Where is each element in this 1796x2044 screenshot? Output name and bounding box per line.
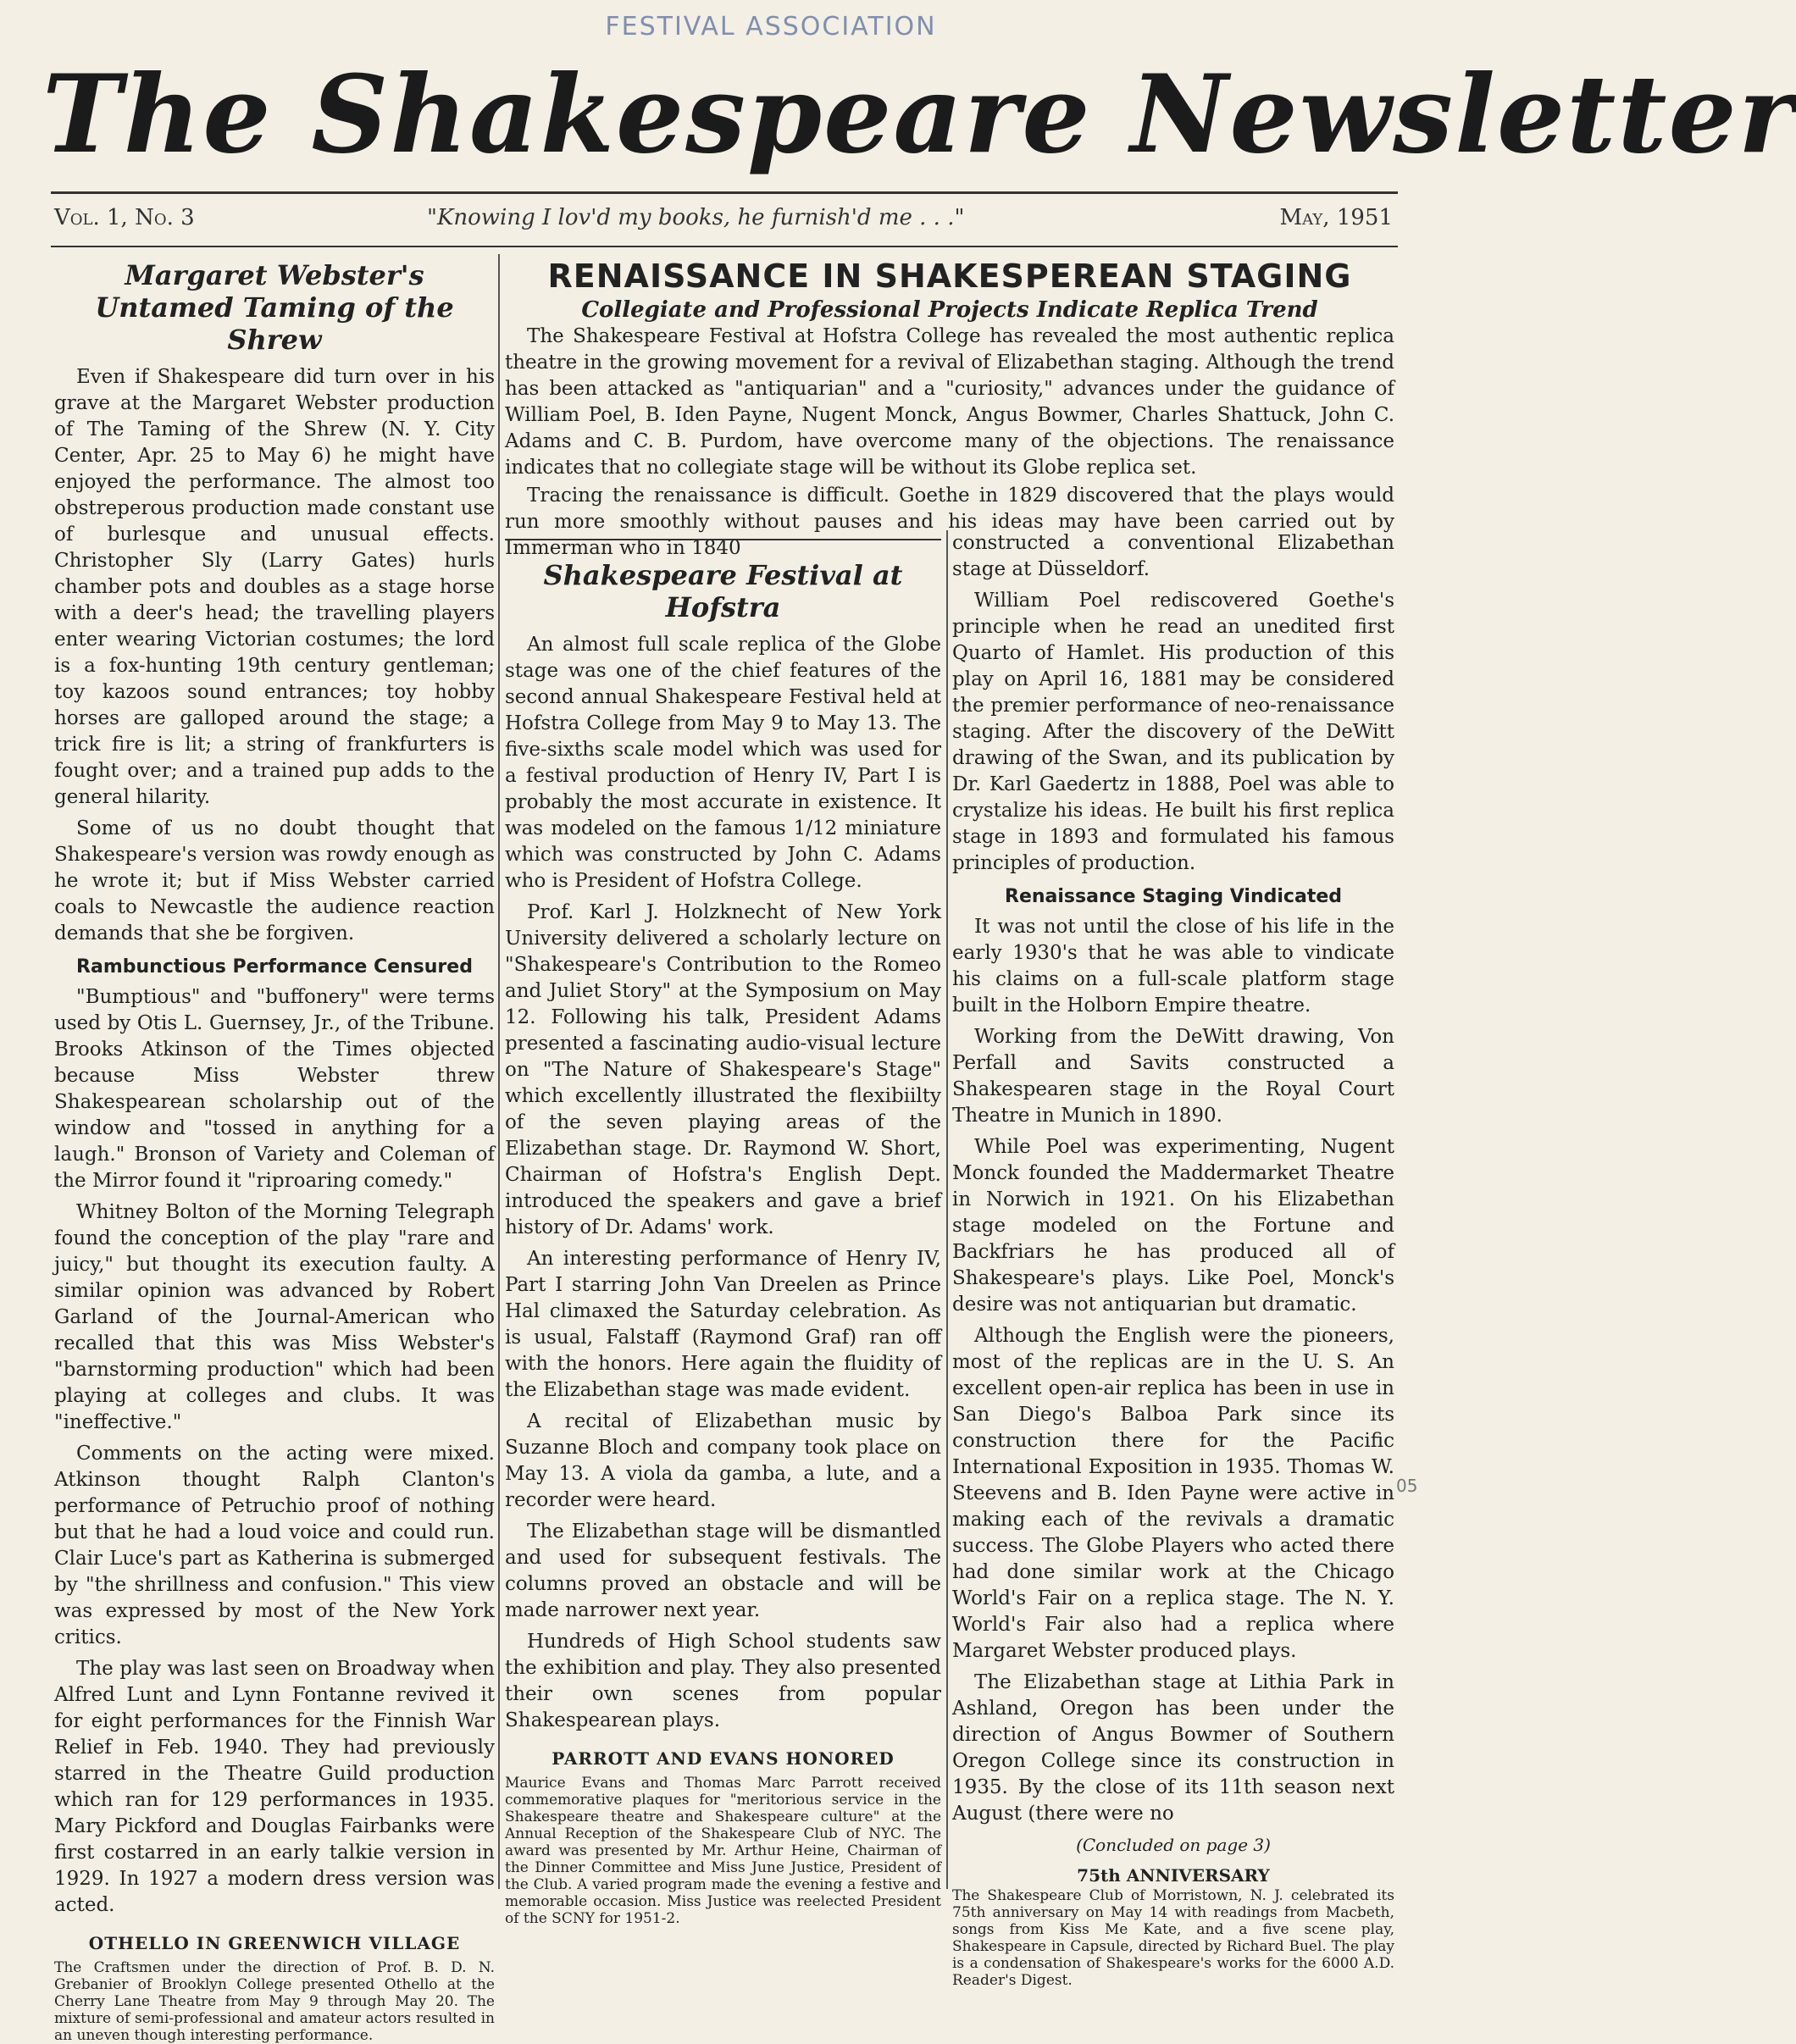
shrew-paragraph-1: Even if Shakespeare did turn over in his grave at the Margaret Webster production of The Taming of the Shrew (N. Y. City Center, Apr. 25 to May 6) he might have enjoyed the performance. The almost too obstreperous production made constant use of burlesque and unusual effects. Christopher Sly (Larry Gates) hurls chamber pots and doubles as a stage horse with a deer's head; the travelling players enter wearing Victorian costumes; the lord is a fox-hunting 19th century gentleman; toy kazoos sound entrances; toy hobby horses are galloped around the stage; a trick fire is lit; a string of frankfurters is fought over; and a trained pup adds to the general hilarity. bbox=[54, 366, 495, 808]
renaissance-paragraph-1: The Shakespeare Festival at Hofstra College has revealed the most authentic replica theatre in the growing movement for a revival of Elizabethan staging. Although the trend has been attacked as "antiquarian" and a "curiosity," advances under the guidance of William Poel, B. Iden Payne, Nugent Monck, Angus Bowmer, Charles Shattuck, John C. Adams and C. B. Purdom, have overcome many of the objections. The renaissance indicates that no collegiate stage will be without its Globe replica set. bbox=[505, 325, 1394, 479]
issue-info-bar bbox=[54, 200, 1393, 239]
renaissance-subhead: Collegiate and Professional Projects Indicate Replica Trend bbox=[581, 297, 1318, 323]
staging-paragraph-5: While Poel was experimenting, Nugent Monck founded the Maddermarket Theatre in Norwich in 1921. On his Elizabethan stage modeled on the Fortune and Backfriars he has produced all of Shakespeare's plays. Like Poel, Monck's desire was not antiquarian but dramatic. bbox=[952, 1136, 1394, 1316]
shrew-headline: Margaret Webster's Untamed Taming of the Shrew bbox=[95, 259, 454, 356]
left-column bbox=[54, 259, 495, 2044]
hofstra-headline: Shakespeare Festival at Hofstra bbox=[543, 559, 903, 623]
volume-number: Vol. 1, No. 3 bbox=[54, 205, 195, 230]
center-column bbox=[505, 559, 941, 1927]
issue-date: May, 1951 bbox=[1279, 205, 1393, 230]
staging-paragraph-2: William Poel rediscovered Goethe's principle when he read an unedited first Quarto of Hamlet. His production of this play on April 16, 1881 may be considered the premier performance of neo-renaissance staging. After the discovery of the DeWitt drawing of the Swan, and its publication by Dr. Karl Gaedertz in 1888, Poel was able to crystalize his ideas. He built his first replica stage in 1893 and formulated his famous principles of production. bbox=[952, 590, 1394, 874]
hofstra-rule bbox=[505, 539, 941, 540]
staging-paragraph-1: constructed a conventional Elizabethan stage at Düsseldorf. bbox=[952, 532, 1394, 580]
column-divider-1 bbox=[498, 254, 500, 1889]
shrew-paragraph-3: "Bumptious" and "buffonery" were terms used by Otis L. Guernsey, Jr., of the Tribune. Brooks Atkinson of the Times objected because Miss Webster threw Shakespearean scholarship out of the window and "tossed in anything for a laugh." Bronson of Variety and Coleman of the Mirror found it "riproaring comedy." bbox=[54, 986, 495, 1192]
margin-note: 05 bbox=[1396, 1476, 1418, 1496]
honored-headline: PARROTT AND EVANS HONORED bbox=[552, 1748, 895, 1769]
hofstra-paragraph-2: Prof. Karl J. Holzknecht of New York University delivered a scholarly lecture on "Shakespeare's Contribution to the Romeo and Juliet Story" at the Symposium on May 12. Following his talk, President Adams presented a fascinating audio-visual lecture on "The Nature of Shakespeare's Stage" which excellently illustrated the flexibiilty of the seven playing areas of the Elizabethan stage. Dr. Raymond W. Short, Chairman of Hofstra's English Dept. introduced the speakers and gave a brief history of Dr. Adams' work. bbox=[505, 901, 941, 1238]
anniversary-text: The Shakespeare Club of Morristown, N. J. celebrated its 75th anniversary on May 14 with readings from Macbeth, songs from Kiss Me Kate, and a five scene play, Shakespeare in Capsule, directed by Richard Buel. The play is a condensation of Shakespeare's works for the 6000 A.D. Reader's Digest. bbox=[952, 1887, 1394, 1989]
concluded-note: (Concluded on page 3) bbox=[1076, 1835, 1271, 1855]
hofstra-paragraph-3: An interesting performance of Henry IV, Part I starring John Van Dreelen as Prince Hal climaxed the Saturday celebration. As is usual, Falstaff (Raymond Graf) ran off with the honors. Here again the fluidity of the Elizabethan stage was made evident. bbox=[505, 1248, 941, 1401]
association-stamp: FESTIVAL ASSOCIATION bbox=[605, 12, 937, 42]
othello-text: The Craftsmen under the direction of Prof. B. D. N. Grebanier of Brooklyn College presented Othello at the Cherry Lane Theatre from May 9 through May 20. The mixture of semi-professional and amateur actors resulted in an uneven though interesting performance. bbox=[54, 1959, 495, 2044]
staging-paragraph-4: Working from the DeWitt drawing, Von Perfall and Savits constructed a Shakespearen stage in the Royal Court Theatre in Munich in 1890. bbox=[952, 1026, 1394, 1127]
renaissance-paragraph-2: Tracing the renaissance is difficult. Goethe in 1829 discovered that the plays would run more smoothly without pauses and his ideas may have been carried out by Immerman who in 1840 bbox=[505, 485, 1394, 559]
shrew-paragraph-5: Comments on the acting were mixed. Atkinson thought Ralph Clanton's performance of Petruchio proof of nothing but that he had a loud voice and could run. Clair Luce's part as Katherina is submerged by "the shrillness and confusion." This view was expressed by most of the New York critics. bbox=[54, 1443, 495, 1648]
shrew-paragraph-6: The play was last seen on Broadway when Alfred Lunt and Lynn Fontanne revived it for eight performances for the Finnish War Relief in Feb. 1940. They had previously starred in the Theatre Guild production which ran for 129 performances in 1935. Mary Pickford and Douglas Fairbanks were first costarred in an early talkie version in 1929. In 1927 a modern dress version was acted. bbox=[54, 1658, 495, 1916]
staging-paragraph-3: It was not until the close of his life in the early 1930's that he was able to vindicate his claims on a full-scale platform stage built in the Holborn Empire theatre. bbox=[952, 916, 1394, 1016]
right-column bbox=[952, 530, 1394, 1989]
shrew-paragraph-4: Whitney Bolton of the Morning Telegraph found the conception of the play "rare and juicy," but thought its execution faulty. A similar opinion was advanced by Robert Garland of the Journal-American who recalled that this was Miss Webster's "barnstorming production" which had been playing at colleges and clubs. It was "ineffective." bbox=[54, 1201, 495, 1433]
masthead-rule-top bbox=[51, 191, 1398, 194]
masthead-rule-bottom bbox=[51, 246, 1398, 247]
honored-text: Maurice Evans and Thomas Marc Parrott received commemorative plaques for "meritorious service in the Shakespeare theatre and Shakespeare culture" at the Annual Reception of the Shakespeare Club of NYC. The award was presented by Mr. Arthur Heine, Chairman of the Dinner Committee and Miss June Justice, President of the Club. A varied program made the evening a festive and memorable occasion. Miss Justice was reelected President of the SCNY for 1951-2. bbox=[505, 1775, 941, 1927]
staging-paragraph-7: The Elizabethan stage at Lithia Park in Ashland, Oregon has been under the direction of Angus Bowmer of Southern Oregon College since its construction in 1935. By the close of its 11th season next August (there were no bbox=[952, 1671, 1394, 1825]
renaissance-lead bbox=[505, 324, 1394, 563]
shrew-paragraph-2: Some of us no doubt thought that Shakespeare's version was rowdy enough as he wrote it; but if Miss Webster carried coals to Newcastle the audience reaction demands that she be forgiven. bbox=[54, 817, 495, 944]
anniversary-box bbox=[952, 1867, 1394, 1989]
motto: "Knowing I lov'd my books, he furnish'd me . . ." bbox=[427, 205, 965, 230]
anniversary-headline: 75th ANNIVERSARY bbox=[1077, 1865, 1270, 1886]
vindicated-subhead: Renaissance Staging Vindicated bbox=[1005, 886, 1342, 907]
hofstra-paragraph-6: Hundreds of High School students saw the exhibition and play. They also presented their own scenes from popular Shakespearean plays. bbox=[505, 1631, 941, 1731]
censured-subhead: Rambunctious Performance Censured bbox=[76, 956, 473, 978]
hofstra-paragraph-5: The Elizabethan stage will be dismantled and used for subsequent festivals. The columns proved an obstacle and will be made narrower next year. bbox=[505, 1521, 941, 1621]
othello-headline: OTHELLO IN GREENWICH VILLAGE bbox=[88, 1933, 461, 1953]
hofstra-paragraph-4: A recital of Elizabethan music by Suzanne Bloch and company took place on May 13. A viola da gamba, a lute, and a recorder were heard. bbox=[505, 1410, 941, 1511]
column-divider-2 bbox=[946, 530, 948, 1889]
staging-paragraph-6: Although the English were the pioneers, most of the replicas are in the U. S. An excellent open-air replica has been in use in San Diego's Balboa Park since its construction there for the Pacific International Exposition in 1935. Thomas W. Steevens and B. Iden Payne were active in making each of the revivals a dramatic success. The Globe Players who acted there had done similar work at the Chicago World's Fair on a replica stage. The N. Y. World's Fair also had a replica where Margaret Webster produced plays. bbox=[952, 1325, 1394, 1662]
hofstra-paragraph-1: An almost full scale replica of the Globe stage was one of the chief features of the second annual Shakespeare Festival held at Hofstra College from May 9 to May 13. The five-sixths scale model which was used for a festival production of Henry IV, Part I is probably the most accurate in existence. It was modeled on the famous 1/12 miniature which was constructed by John C. Adams who is President of Hofstra College. bbox=[505, 634, 941, 892]
masthead-title: The Shakespeare Newsletter bbox=[42, 52, 1796, 177]
renaissance-headline: RENAISSANCE IN SHAKESPEREAN STAGING bbox=[547, 258, 1352, 295]
